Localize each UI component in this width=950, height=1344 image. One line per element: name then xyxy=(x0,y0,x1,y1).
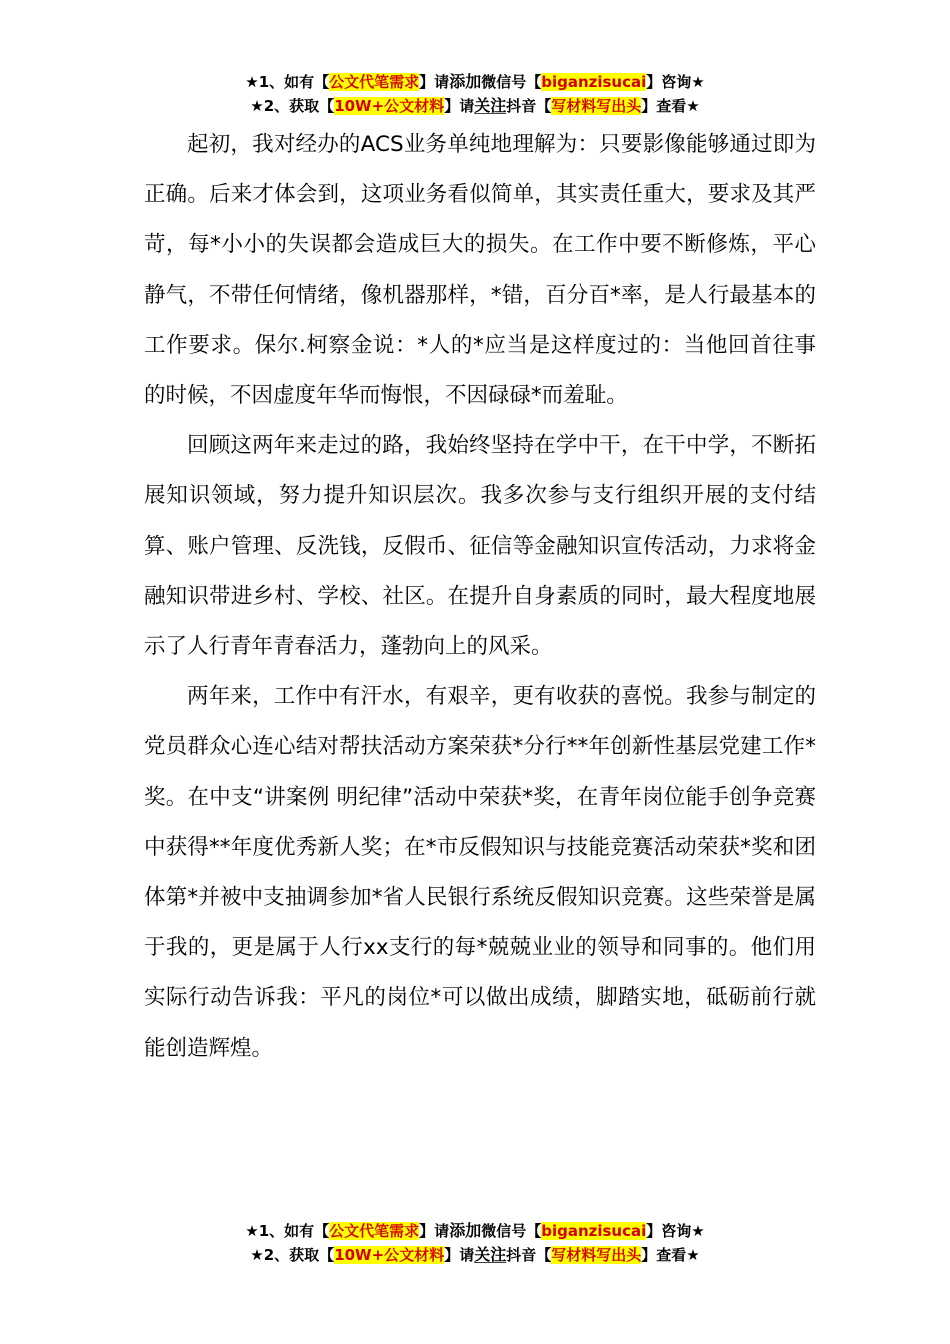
footer-line-1-suffix: 】咨询★ xyxy=(646,1222,705,1240)
header-line-1-text: 】请 xyxy=(419,73,450,91)
paragraph-2: 回顾这两年来走过的路，我始终坚持在学中干，在干中学，不断拓展知识领域，努力提升知识层次。我多次参与支行组织开展的支付结算、账户管理、反洗钱，反假币、征信等金融知识宣传活动，力求将金融知识带进乡村、学校、社区。在提升自身素质的同时，最大程度地展示了人行青年青春活力，蓬勃向上的风采。 xyxy=(144,433,816,660)
document-body xyxy=(144,120,816,1074)
footer-line-2-keyword-follow: 关注 xyxy=(474,1245,507,1264)
header-line-2-highlight-account: 写材料写出头 xyxy=(551,97,642,115)
header-line-2-keyword-follow: 关注 xyxy=(474,96,507,115)
footer-line-2-highlight-materials: 10W+公文材料 xyxy=(334,1246,445,1264)
footer-line-1 xyxy=(0,1219,950,1243)
header-line-2-highlight-materials: 10W+公文材料 xyxy=(334,97,445,115)
header-line-2-prefix: ★2、获取【 xyxy=(250,97,335,115)
header-line-2-suffix: 】查看★ xyxy=(641,97,700,115)
paragraph-1: 起初，我对经办的ACS业务单纯地理解为：只要影像能够通过即为正确。后来才体会到，这项业务看似简单，其实责任重大，要求及其严苛，每*小小的失误都会造成巨大的损失。在工作中要不断修炼，平心静气，不带任何情绪，像机器那样，*错，百分百*率，是人行最基本的工作要求。保尔.柯察金说：*人的*应当是这样度过的：当他回首往事的时候，不因虚度年华而悔恨，不因碌碌*而羞耻。 xyxy=(144,132,816,409)
footer-line-1-prefix: ★1、如有【 xyxy=(245,1222,330,1240)
header-line-1-prefix: ★1、如有【 xyxy=(245,73,330,91)
header-line-2-text: 】请 xyxy=(444,97,475,115)
footer-line-1-keyword-add: 添加 xyxy=(449,1221,482,1240)
footer-line-2-highlight-account: 写材料写出头 xyxy=(551,1246,642,1264)
header-line-1-suffix: 】咨询★ xyxy=(646,73,705,91)
header-line-2-text-douyin: 抖音【 xyxy=(506,97,552,115)
header-line-1-text-wechat: 微信号【 xyxy=(481,73,542,91)
header-line-1-highlight-wechat-id: biganzisucai xyxy=(541,73,647,91)
footer-line-1-highlight-wechat-id: biganzisucai xyxy=(541,1222,647,1240)
header-line-1-keyword-add: 添加 xyxy=(449,72,482,91)
paragraph-3: 两年来，工作中有汗水，有艰辛，更有收获的喜悦。我参与制定的党员群众心连心结对帮扶活动方案荣获*分行**年创新性基层党建工作*奖。在中支“讲案例 明纪律”活动中荣获*奖，在青年岗位能手创争竞赛中获得**年度优秀新人奖；在*市反假知识与技能竞赛活动荣获*奖和团体第*并被中支抽调参加*省人民银行系统反假知识竞赛。这些荣誉是属于我的，更是属于人行xx支行的每*兢兢业业的领导和同事的。他们用实际行动告诉我：平凡的岗位*可以做出成绩，脚踏实地，砥砺前行就能创造辉煌。 xyxy=(144,684,816,1061)
footer-line-1-text-wechat: 微信号【 xyxy=(481,1222,542,1240)
header-line-2 xyxy=(0,94,950,118)
footer-line-2-text: 】请 xyxy=(444,1246,475,1264)
header-line-1-highlight-service: 公文代笔需求 xyxy=(329,73,420,91)
footer-line-1-text: 】请 xyxy=(419,1222,450,1240)
footer-line-2-prefix: ★2、获取【 xyxy=(250,1246,335,1264)
footer-banner xyxy=(0,1219,950,1267)
footer-line-2-suffix: 】查看★ xyxy=(641,1246,700,1264)
header-line-1 xyxy=(0,70,950,94)
footer-line-2-text-douyin: 抖音【 xyxy=(506,1246,552,1264)
footer-line-2 xyxy=(0,1243,950,1267)
header-banner xyxy=(0,70,950,118)
footer-line-1-highlight-service: 公文代笔需求 xyxy=(329,1222,420,1240)
